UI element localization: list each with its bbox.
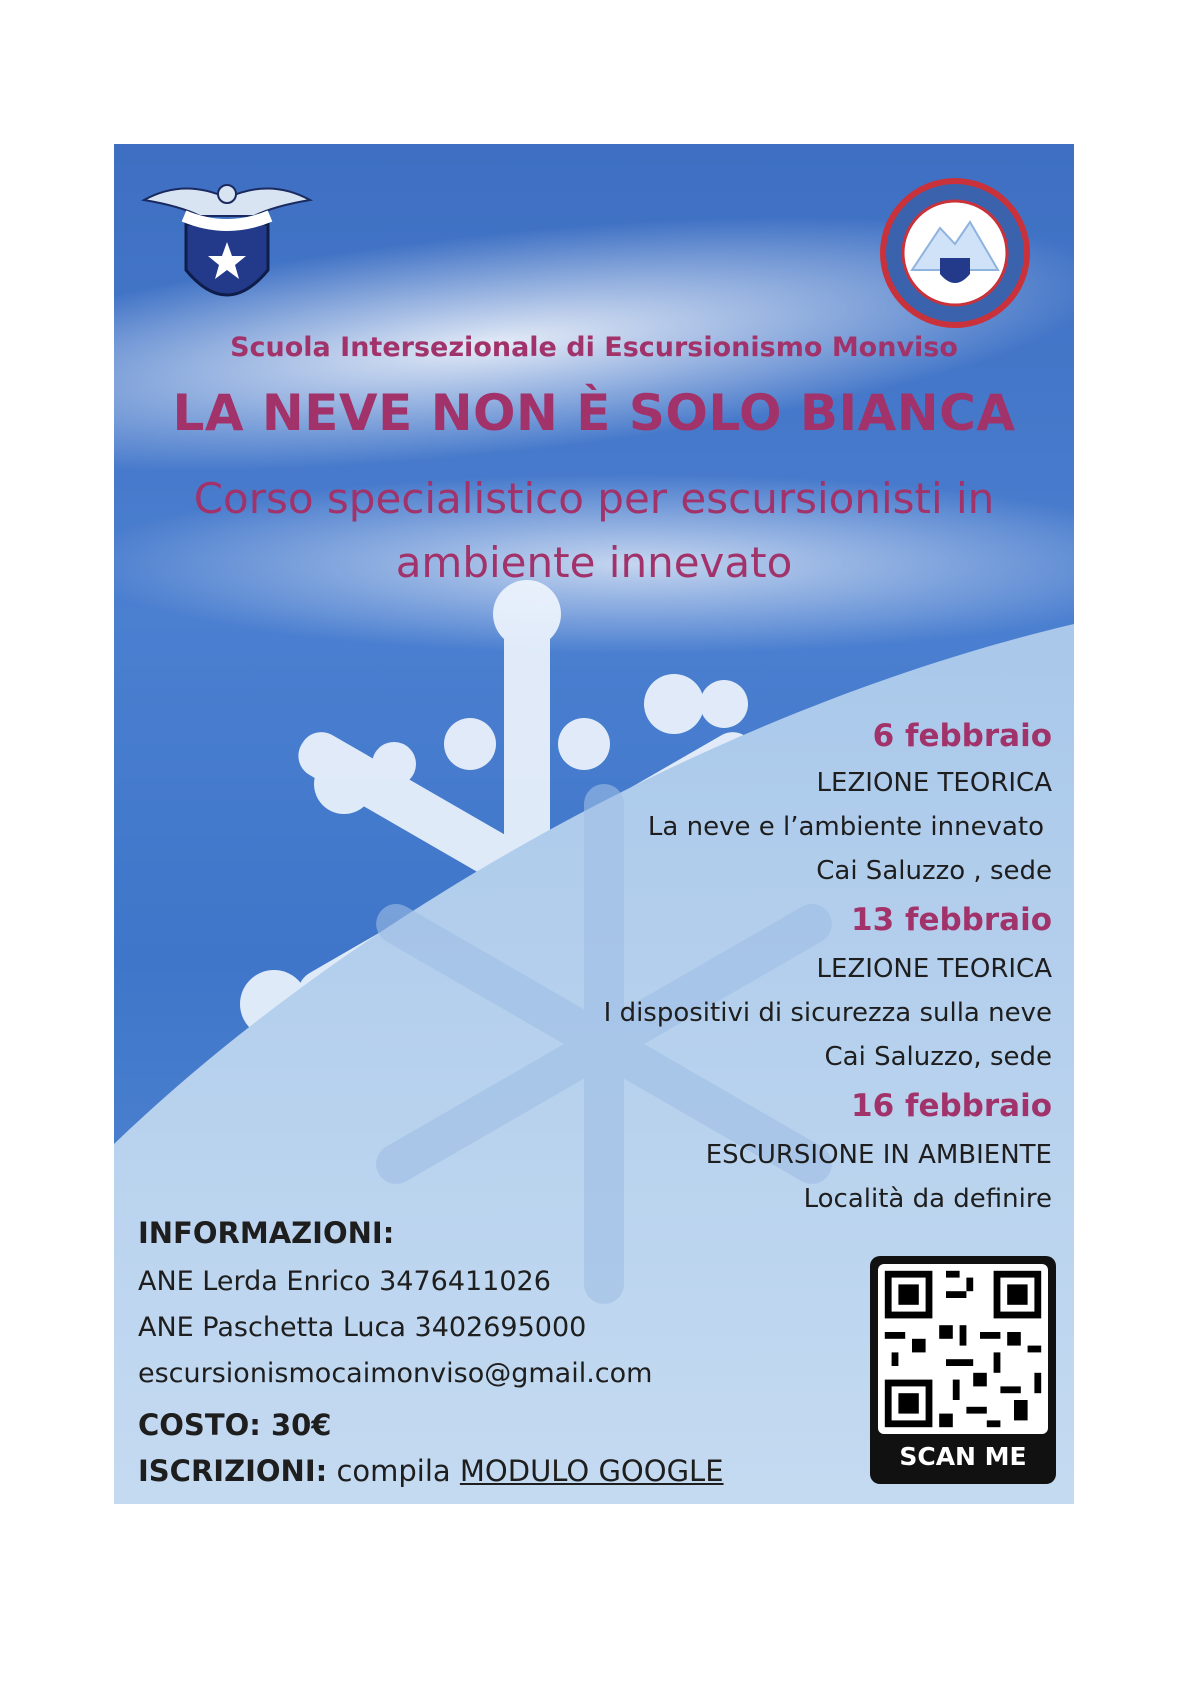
contact-1: ANE Lerda Enrico 3476411026 xyxy=(138,1266,551,1297)
session-2-type: LEZIONE TEORICA xyxy=(816,954,1052,984)
date-3: 16 febbraio xyxy=(851,1088,1052,1124)
cai-logo xyxy=(134,170,320,320)
qr-pattern xyxy=(878,1264,1048,1434)
cost: COSTO: 30€ xyxy=(138,1408,332,1442)
session-1-place: Cai Saluzzo , sede xyxy=(816,856,1052,886)
session-2-topic: I dispositivi di sicurezza sulla neve xyxy=(603,998,1052,1028)
session-3-type: ESCURSIONE IN AMBIENTE xyxy=(705,1140,1052,1170)
poster xyxy=(114,144,1074,1504)
subtitle-line-2: ambiente innevato xyxy=(395,538,793,587)
scuola-escursionismo-logo xyxy=(880,178,1030,328)
session-3-place: Località da definire xyxy=(803,1184,1052,1214)
page-title: LA NEVE NON È SOLO BIANCA xyxy=(172,384,1016,442)
google-form-link[interactable]: MODULO GOOGLE xyxy=(459,1454,724,1488)
signup-label: ISCRIZIONI: xyxy=(138,1454,328,1488)
signup-line xyxy=(138,1454,724,1488)
session-1-type: LEZIONE TEORICA xyxy=(816,768,1052,798)
session-2-place: Cai Saluzzo, sede xyxy=(824,1042,1052,1072)
qr-label: SCAN ME xyxy=(899,1442,1027,1471)
date-1: 6 febbraio xyxy=(872,718,1052,754)
info-heading: INFORMAZIONI: xyxy=(138,1216,395,1250)
qr-matrix-icon xyxy=(878,1264,1048,1434)
school-name: Scuola Intersezionale di Escursionismo Monviso xyxy=(230,332,958,363)
date-2: 13 febbraio xyxy=(851,902,1052,938)
session-1-topic: La neve e l’ambiente innevato xyxy=(647,812,1044,842)
qr-code[interactable] xyxy=(870,1256,1056,1484)
signup-text: compila xyxy=(336,1454,451,1488)
contact-email[interactable]: escursionismocaimonviso@gmail.com xyxy=(138,1358,653,1389)
contact-2: ANE Paschetta Luca 3402695000 xyxy=(138,1312,587,1343)
subtitle-line-1: Corso specialistico per escursionisti in xyxy=(193,474,995,523)
